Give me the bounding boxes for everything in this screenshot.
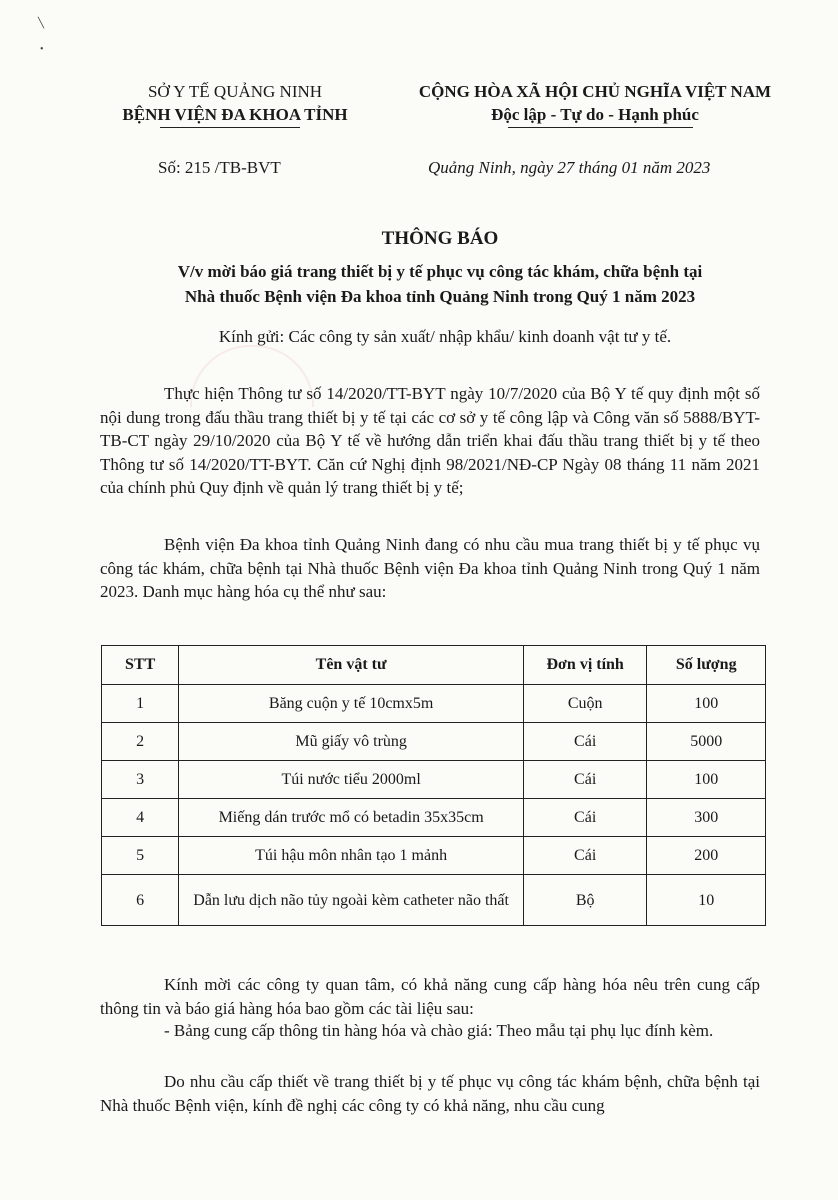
- cell-stt: 1: [102, 685, 179, 723]
- scan-mark: •: [40, 44, 44, 55]
- subject-line-1: V/v mời báo giá trang thiết bị y tế phục vụ công tác khám, chữa bệnh tại: [177, 262, 703, 281]
- cell-quantity: 10: [647, 875, 766, 926]
- cell-stt: 3: [102, 761, 179, 799]
- agency-line-2: BỆNH VIỆN ĐA KHOA TỈNH: [122, 105, 348, 124]
- cell-stt: 2: [102, 723, 179, 761]
- column-header: Tên vật tư: [179, 646, 524, 685]
- cell-item-name: Túi nước tiểu 2000ml: [179, 761, 524, 799]
- issue-date: Quảng Ninh, ngày 27 tháng 01 năm 2023: [428, 158, 711, 177]
- paragraph-need: Bệnh viện Đa khoa tỉnh Quảng Ninh đang có nhu cầu mua trang thiết bị y tế phục vụ công tác khám, chữa bệnh tại Nhà thuốc Bệnh viện Đa khoa tỉnh Quảng Ninh trong Quý 1 năm 2023. Danh mục hàng hóa cụ thể như sau:: [100, 535, 760, 601]
- table-row: [102, 723, 766, 761]
- cell-stt: 6: [102, 875, 179, 926]
- table-header-row: [102, 646, 766, 685]
- cell-item-name: Túi hậu môn nhân tạo 1 mảnh: [179, 837, 524, 875]
- cell-unit: Cái: [523, 761, 647, 799]
- national-motto: Độc lập - Tự do - Hạnh phúc: [491, 105, 699, 124]
- cell-unit: Cái: [523, 837, 647, 875]
- document-subject: [100, 259, 780, 309]
- paragraph-request: Do nhu cầu cấp thiết về trang thiết bị y tế phục vụ công tác khám bệnh, chữa bệnh tại Nhà thuốc Bệnh viện, kính đề nghị các công ty có khả năng, nhu cầu cung: [100, 1072, 760, 1115]
- national-heading: [385, 80, 805, 126]
- cell-unit: Cái: [523, 799, 647, 837]
- column-header: Số lượng: [647, 646, 766, 685]
- motto-underline: [508, 127, 693, 128]
- table-row: [102, 837, 766, 875]
- subject-line-2: Nhà thuốc Bệnh viện Đa khoa tỉnh Quảng Ninh trong Quý 1 năm 2023: [184, 287, 696, 306]
- recipient-line: Kính gửi: Các công ty sản xuất/ nhập khẩu/ kinh doanh vật tư y tế.: [218, 327, 672, 346]
- column-header: Đơn vị tính: [523, 646, 647, 685]
- paragraph-legal-basis: Thực hiện Thông tư số 14/2020/TT-BYT ngày 10/7/2020 của Bộ Y tế quy định một số nội dung trong đấu thầu trang thiết bị y tế tại các cơ sở y tế công lập và Công văn số 5888/BYT-TB-CT ngày 29/10/2020 của Bộ Y tế về hướng dẫn triển khai đấu thầu trang thiết bị y tế theo Thông tư số 14/2020/TT-BYT. Căn cứ Nghị định 98/2021/NĐ-CP Ngày 08 tháng 11 năm 2021 của chính phủ Quy định về quản lý trang thiết bị y tế;: [100, 384, 760, 497]
- table-row: [102, 875, 766, 926]
- agency-line-1: SỞ Y TẾ QUẢNG NINH: [147, 82, 323, 101]
- goods-table: [101, 645, 766, 926]
- column-header: STT: [102, 646, 179, 685]
- agency-underline: [160, 127, 300, 128]
- table-row: [102, 761, 766, 799]
- document-number: Số: 215 /TB-BVT: [158, 158, 281, 177]
- cell-stt: 4: [102, 799, 179, 837]
- cell-unit: Cái: [523, 723, 647, 761]
- cell-item-name: Mũ giấy vô trùng: [179, 723, 524, 761]
- cell-unit: Bộ: [523, 875, 647, 926]
- issuing-agency: [95, 80, 375, 126]
- document-title: THÔNG BÁO: [381, 228, 499, 249]
- cell-item-name: Dẫn lưu dịch não tủy ngoài kèm catheter não thất: [179, 875, 524, 926]
- requirement-bullet: - Bảng cung cấp thông tin hàng hóa và chào giá: Theo mẫu tại phụ lục đính kèm.: [164, 1021, 714, 1040]
- cell-item-name: Miếng dán trước mổ có betadin 35x35cm: [179, 799, 524, 837]
- cell-quantity: 300: [647, 799, 766, 837]
- cell-quantity: 5000: [647, 723, 766, 761]
- cell-unit: Cuộn: [523, 685, 647, 723]
- cell-stt: 5: [102, 837, 179, 875]
- cell-quantity: 200: [647, 837, 766, 875]
- country-name: CỘNG HÒA XÃ HỘI CHỦ NGHĨA VIỆT NAM: [418, 82, 772, 101]
- cell-quantity: 100: [647, 761, 766, 799]
- cell-quantity: 100: [647, 685, 766, 723]
- paragraph-invitation: Kính mời các công ty quan tâm, có khả năng cung cấp hàng hóa nêu trên cung cấp thông tin và báo giá hàng hóa bao gồm các tài liệu sau:: [100, 975, 760, 1018]
- table-row: [102, 799, 766, 837]
- table-row: [102, 685, 766, 723]
- cell-item-name: Băng cuộn y tế 10cmx5m: [179, 685, 524, 723]
- scan-mark: ╲: [38, 18, 45, 29]
